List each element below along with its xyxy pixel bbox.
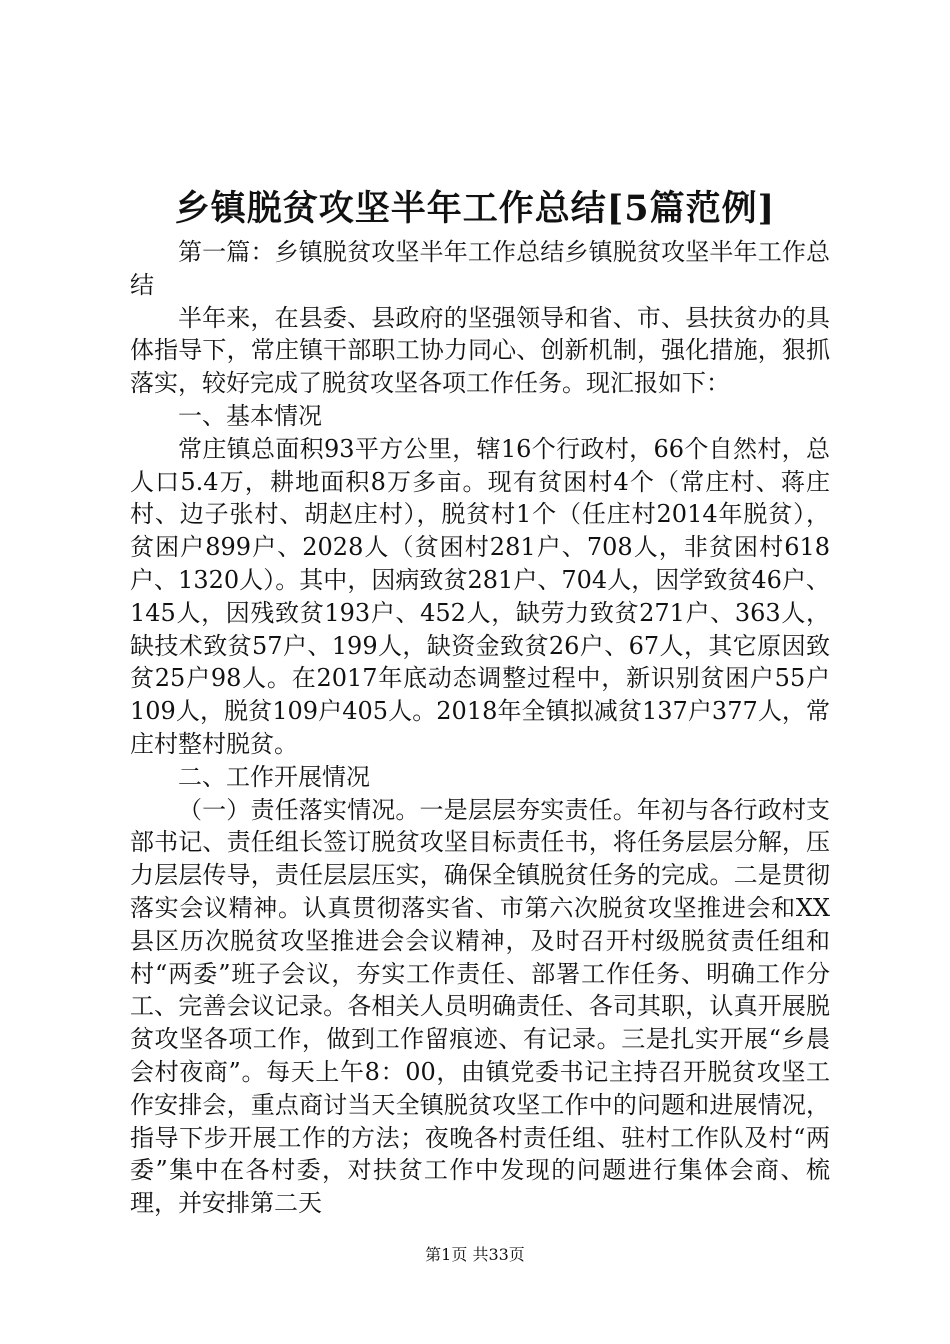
paragraph-basic-situation: 常庄镇总面积93平方公里，辖16个行政村，66个自然村，总人口5.4万，耕地面积8万多亩。现有贫困村4个（常庄村、蒋庄村、边子张村、胡赵庄村），脱贫村1个（任庄村2014年脱贫），贫困户899户、2028人（贫困村281户、708人，非贫困村618户、1320人）。其中，因病致贫281户、704人，因学致贫46户、145人，因残致贫193户、452人，缺劳力致贫271户、363人，缺技术致贫57户、199人，缺资金致贫26户、67人，其它原因致贫25户98人。在2017年底动态调整过程中，新识别贫困户55户109人，脱贫109户405人。2018年全镇拟减贫137户377人，常庄村整村脱贫。 [130, 434, 830, 758]
page-footer: 第1页 共33页 [425, 1245, 525, 1264]
paragraph-intro: 第一篇：乡镇脱贫攻坚半年工作总结乡镇脱贫攻坚半年工作总结 [130, 238, 830, 299]
section-heading-basic: 一、基本情况 [178, 401, 322, 430]
section-heading-work: 二、工作开展情况 [178, 762, 370, 791]
document-body [130, 236, 830, 1220]
paragraph-responsibility: （一）责任落实情况。一是层层夯实责任。年初与各行政村支部书记、责任组长签订脱贫攻坚目标责任书，将任务层层分解，压力层层传导，责任层层压实，确保全镇脱贫任务的完成。二是贯彻落实会议精神。认真贯彻落实省、市第六次脱贫攻坚推进会和XX县区历次脱贫攻坚推进会会议精神，及时召开村级脱贫责任组和村“两委”班子会议，夯实工作责任、部署工作任务、明确工作分工、完善会议记录。各相关人员明确责任、各司其职，认真开展脱贫攻坚各项工作，做到工作留痕迹、有记录。三是扎实开展“乡晨会村夜商”。每天上午8：00，由镇党委书记主持召开脱贫攻坚工作安排会，重点商讨当天全镇脱贫攻坚工作中的问题和进展情况，指导下步开展工作的方法；夜晚各村责任组、驻村工作队及村“两委”集中在各村委，对扶贫工作中发现的问题进行集体会商、梳理，并安排第二天 [130, 795, 830, 1218]
document-title: 乡镇脱贫攻坚半年工作总结[5篇范例] [174, 188, 776, 229]
paragraph-summary: 半年来，在县委、县政府的坚强领导和省、市、县扶贫办的具体指导下，常庄镇干部职工协力同心、创新机制，强化措施，狠抓落实，较好完成了脱贫攻坚各项工作任务。现汇报如下： [130, 303, 830, 398]
